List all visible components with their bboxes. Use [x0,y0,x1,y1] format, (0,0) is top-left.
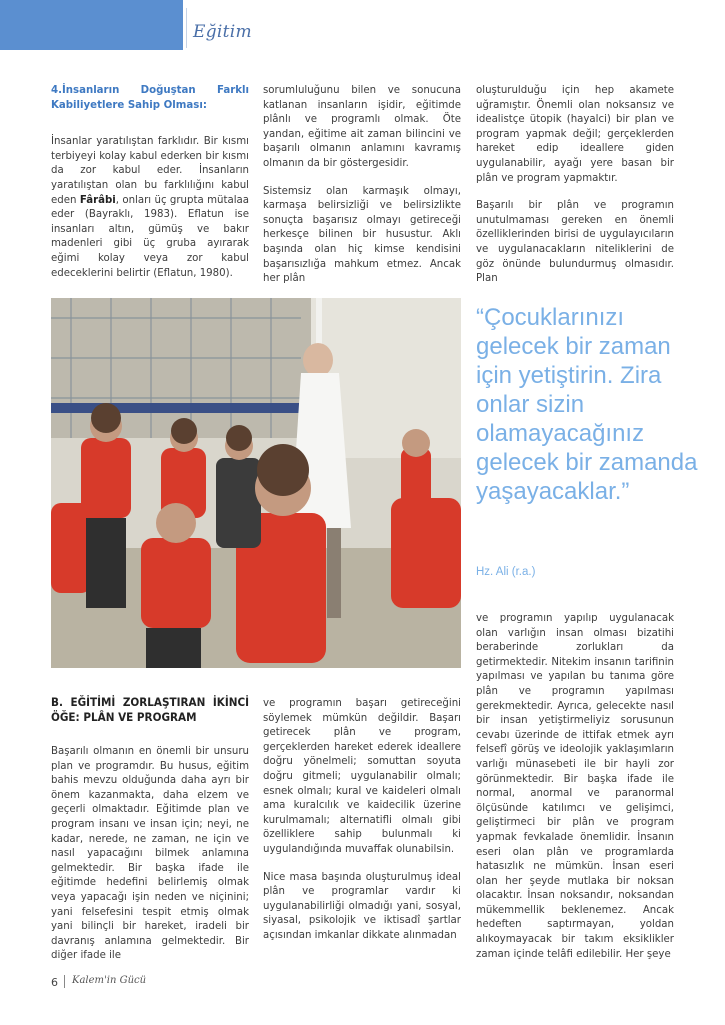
paragraph: ve programın başarı getireceğini söylemek mümkün değildir. Başarı getirecek plân ve program, gerçeklerden hareket ederek ideallere doğru yönelmeli; somuttan soyuta doğru gitmeli; uygulanabilir olmalı; esnek olmalı; kural ve kaideleri olmalı ama kuralcılık ve kaidecilik üzerine kurulmamalı; alternatifli olmalı gibi özelliklere sahip bulunmalı ki uygulandığında muvaffak olunabilsin. [263,698,461,855]
paragraph: oluşturulduğu için hep akamete uğramıştır. Önemli olan noksansız ve idealistçe ütopik (hayalci) bir plan ve program yapmak değil; gerçeklerden hareket edip ideallere giden uygulanabilir, ayağı yere basan bir plân ve program yapmaktır. [476,85,674,184]
column-3-top [476,84,674,300]
photo-illustration [51,298,461,668]
paragraph: ve programın yapılıp uygulanacak olan varlığın insan olması bizatihi beraberinde zorlukları da getirmektedir. Nitekim insanın tarifinin yapılması ve yapılan bu tanıma göre plân ve programın yapılması gerekmektedir. Ayrıca, gelecekte nasıl bir insan yetiştirmeliyiz sorusunun cevabı üzerinde de ittifak etmek ayrı felsefî görüş ve ideolojik yaklaşımların varlığı münasebeti ile bir hayli zor görünmektedir. Bir başka ifade ile normal, anormal ve paranormal ölçüsünde katılımcı ve gelişimci, geliştirmeci bir plân ve program yapmak fevkalade önemlidir. İnsanın eseri olan plân ve programlarda hatasızlık ne mümkün. İnsan eseri olan her şeyde mutlaka bir noksan olacaktır. İnsan noksandır, noksandan mükemmellik beklenemez. Ancak hedeften saptırmayan, yoldan alıkoymayacak bir takım eksiklikler zaman içinde telâfi edilebilir. Her şeye [476,613,674,960]
column-2-bottom [263,697,461,957]
paragraph: Başarılı bir plân ve programın unutulmaması gereken en önemli özelliklerinden birisi de uygulayıcıların ve uygulanacakların niteliklerini de göz önünde bulundurmuş olmasıdır. Plan [476,200,674,285]
subsection-heading: 4.İnsanların Doğuştan Farklı Kabiliyetlere Sahip Olması: [51,85,249,111]
quote-source: Hz. Ali (r.a.) [476,566,536,578]
paragraph: Nice masa başında oluşturulmuş ideal plân ve programlar vardır ki uygulanabilirliği olmadığı yani, sosyal, siyasal, psikolojik ve iktisadî şartlar açısından imkanlar dikkate alınmadan [263,871,461,941]
bold-name: Fârâbi [79,194,116,206]
page-number: 6 [51,976,58,989]
paragraph: Sistemsiz olan karmaşık olmayı, karmaşa belirsizliği ve belirsizlikte sonuçta başarısız olmayı getireceği herkesçe bilinen bir husustur. Aklı başında olan hiç kimse kendisini başarısızlığa mahkum etmez. Ancak her plân [263,185,461,285]
section-title: Eğitim [193,22,252,42]
pull-quote: “Çocuklarınızı gelecek bir zaman için yetiştirin. Zira onlar sizin olamayacağınız gelecek bir zamanda yaşayacaklar.” [476,304,698,505]
paragraph: Başarılı olmanın en önemli bir unsuru plan ve programdır. Bu husus, eğitim bahis mevzu olduğunda daha ayrı bir önem kazanmakta, daha elzem ve geçerli olmaktadır. Eğitimde plan ve program insanı ve insan için; neyi, ne kadar, nerede, ne zaman, ne için ve nasıl yapacağını bilmek anlamına gelmektedir. Bir başka ifade ile eğitimde hedefini belirlemiş olmak veya yapacağı işin neden ve niçinini; yani felsefesini tespit etmiş olmak yani bilinçli bir hareket, iradeli bir davranış anlamına gelmektedir. Bir diğer ifade ile [51,746,249,962]
column-1-top [51,84,249,294]
children-circle-photo [51,298,461,668]
column-1-bottom [51,695,249,977]
footer-divider [64,975,65,988]
section-heading: B. EĞİTİMİ ZORLAŞTIRAN İKİNCİ ÖĞE: PLÂN VE PROGRAM [51,695,249,724]
paragraph: sorumluluğunu bilen ve sonucuna katlanan insanların işidir, eğitimde plânlı ve programlı olmak. Öte yandan, eğitime ait zaman bilincini ve başarılı olmanın anlamını kavramış olmanın da bir göstergesidir. [263,85,461,169]
column-3-mid [476,612,674,975]
paragraph: İnsanlar yaratılıştan farklıdır. Bir kısmı terbiyeyi kolay kabul ederken bir kısmı da zor kabul eder. İnsanların yaratılıştan olan bu farklılığını kabul eden Fârâbi, onları üç grupta mütalaa eder (Bayraklı, 1983). Eflatun ise insanları altın, gümüş ve bakır madenleri gibi üç gruba ayırarak eğimi kolay veya zor kabul edeceklerini belirtir (Eflatun, 1980). [51,136,250,279]
header-divider [186,8,187,48]
header-color-bar [0,0,183,50]
magazine-name: Kalem'in Gücü [72,975,147,986]
column-2-top [263,84,461,300]
